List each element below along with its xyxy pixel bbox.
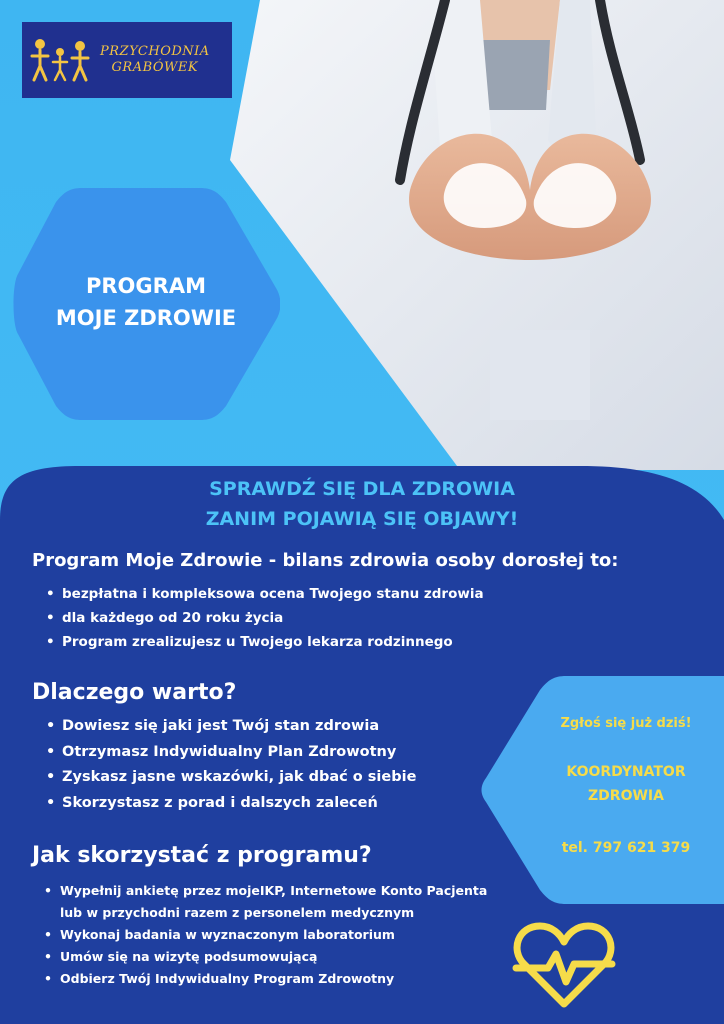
clinic-name — [100, 44, 210, 76]
list-item-continuation: lub w przychodni razem z personelem medycznym — [60, 905, 415, 920]
headline-line2: ZANIM POJAWIĄ SIĘ OBJAWY! — [205, 508, 519, 530]
contact-cta: Zgłoś się już dziś! — [560, 716, 692, 731]
clinic-name-line1: PRZYCHODNIA — [100, 44, 210, 59]
list-item: • Program zrealizujesz u Twojego lekarza rodzinnego — [46, 630, 484, 654]
section-program-title: Program Moje Zdrowie - bilans zdrowia osoby dorosłej to: — [32, 550, 619, 571]
clinic-logo — [22, 22, 232, 98]
section-how-list — [44, 880, 487, 990]
section-why-list — [46, 714, 416, 816]
list-item: • bezpłatna i kompleksowa ocena Twojego stanu zdrowia — [46, 582, 484, 606]
contact-info — [528, 674, 724, 906]
section-why-title: Dlaczego warto? — [32, 680, 237, 705]
clinic-name-line2: GRABÓWEK — [111, 60, 199, 75]
list-item: • dla każdego od 20 roku życia — [46, 606, 484, 630]
list-item: • Wypełnij ankietę przez mojeIKP, Internetowe Konto Pacjenta — [44, 880, 487, 902]
program-badge — [12, 184, 280, 424]
program-title-line1: PROGRAM — [86, 274, 206, 298]
list-item: • Wykonaj badania w wyznaczonym laboratorium — [44, 924, 487, 946]
contact-role-line1: KOORDYNATOR — [566, 764, 686, 780]
program-title — [12, 270, 280, 334]
section-how-title: Jak skorzystać z programu? — [32, 843, 372, 868]
heart-pulse-icon — [512, 920, 616, 1008]
list-item: • Skorzystasz z porad i dalszych zaleceń — [46, 791, 416, 817]
list-item: • Zyskasz jasne wskazówki, jak dbać o siebie — [46, 765, 416, 791]
family-logo-icon — [30, 36, 92, 84]
list-item: • Otrzymasz Indywidualny Plan Zdrowotny — [46, 740, 416, 766]
list-item: • Umów się na wizytę podsumowującą — [44, 946, 487, 968]
headline — [0, 474, 724, 534]
program-title-line2: MOJE ZDROWIE — [55, 306, 237, 330]
list-item: • Dowiesz się jaki jest Twój stan zdrowia — [46, 714, 416, 740]
headline-line1: SPRAWDŹ SIĘ DLA ZDROWIA — [209, 478, 515, 500]
contact-role-line2: ZDROWIA — [588, 788, 664, 804]
list-item: • Odbierz Twój Indywidualny Program Zdrowotny — [44, 968, 487, 990]
contact-badge — [480, 674, 724, 906]
section-program-list — [46, 582, 484, 654]
contact-phone: tel. 797 621 379 — [561, 840, 691, 856]
